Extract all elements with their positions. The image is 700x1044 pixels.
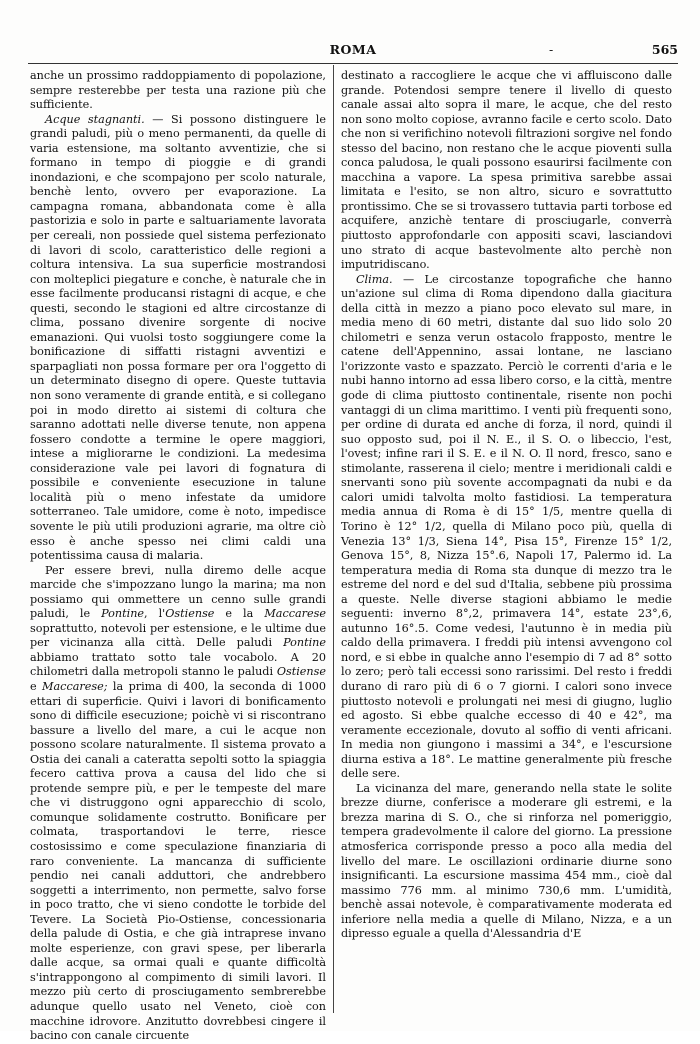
running-title: ROMA	[329, 42, 377, 57]
paragraph-paludi: Per essere brevi, nulla diremo delle acque marcide che s'impozzano lungo la marina; ma non possiamo qui ommettere un cenno sulle grandi paludi, le Pontine, l'Ostiense e la Maccarese soprattutto, notevoli per estensione, e le ultime due per vicinanza alla città. Delle paludi Pontine abbiamo trattato sotto tale vocabolo. A 20 chilometri dalla metropoli stanno le paludi Ostiense e Maccarese; la prima di 400, la seconda di 1000 ettari di superficie. Quivi i lavori di bonificamento sono di difficile esecuzione; poichè vi si riscontrano bassure a livello del mare, a cui le acque non possono scolare naturalmente. Il sistema provato a Ostia dei canali a cateratta sepolti sotto la spiaggia fecero cattiva prova a causa del lido che si protende sempre più, e per le tempeste del mare che vi distruggono ogni apparecchio di scolo, comunque solidamente costrutto. Bonificare per colmata, trasportandovi le terre, riesce costosissimo e come speculazione finanziaria di raro conveniente. La mancanza di sufficiente pendio nei canali adduttori, che andrebbero soggetti a interrimento, non permette, salvo forse in poco tratto, che vi sieno condotte le torbide del Tevere. La Società Pio-Ostiense, concessionaria della palude di Ostia, e che già intraprese invano molte esperienze, con gravi spese, per liberarla dalle acque, sa ormai quali e quante difficoltà s'intrappongono al compimento di simili lavori. Il mezzo più certo di prosciugamento sembrerebbe adunque quello usato nel Veneto, cioè con macchine idrovore. Anzitutto dovrebbesi cingere il bacino con canale circuente	[30, 563, 326, 1043]
paragraph: destinato a raccogliere le acque che vi affluiscono dalle grande. Potendosi sempre tenere il livello di questo canale assai alto sopra il mare, le acque, che del resto non sono molto copiose, avranno facile e certo scolo. Dato che non si verifichino notevoli filtrazioni sorgive nel fondo stesso del bacino, non restano che le acque pioventi sulla conca paludosa, le quali possono esaurirsi facilmente con macchina a vapore. La spesa primitiva sarebbe assai limitata e l'esito, se non altro, sicuro e sovrattutto prontissimo. Che se si trovassero tuttavia parti torbose ed acquifere, anzichè tentare di prosciugarle, converrà piuttosto approfondarle con appositi scavi, lasciandovi uno strato di acque bastevolmente alto perchè non imputridiscano.	[341, 69, 672, 272]
paragraph-clima: Clima. — Le circostanze topografiche che hanno un'azione sul clima di Roma dipendono dalla giacitura della città in mezzo a piano poco elevato sul mare, in media meno di 60 metri, distante dal suo lido solo 20 chilometri e senza verun ostacolo frapposto, mentre le catene dell'Appennino, assai lontane, ne lasciano l'orizzonte vasto e spazzato. Perciò le correnti d'aria e le nubi hanno intorno ad essa libero corso, e la città, mentre gode di clima piuttosto continentale, risente non pochi vantaggi di un clima marittimo. I venti più frequenti sono, per ordine di durata ed anche di forza, il nord, quindi il suo opposto sud, poi il N. E., il S. O. o libeccio, l'est, l'ovest; infine rari il S. E. e il N. O. Il nord, fresco, sano e stimolante, rasserena il cielo; mentre i meridionali caldi e snervanti sono più sovente accompagnati da nubi e da calori umidi talvolta molto fastidiosi. La temperatura media annua di Roma è di 15° 1/5, mentre quella di Torino è 12° 1/2, quella di Milano poco più, quella di Venezia 13° 1/3, Siena 14°, Pisa 15°, Firenze 15° 1/2, Genova 15°, 8, Nizza 15°.6, Napoli 17, Palermo id. La temperatura media di Roma sta dunque di mezzo tra le estreme del nord e del sud d'Italia, sebbene più prossima a queste. Nelle diverse stagioni abbiamo le medie seguenti: inverno 8°,2, primavera 14°, estate 23°,6, autunno 16°.5. Come vedesi, l'autunno è in media più caldo della primavera. I freddi più intensi avvengono col nord, e si ebbe in qualche anno l'esempio di 7 ad 8° sotto lo zero; però tali eccessi sono rarissimi. Del resto i freddi durano di raro più di 6 o 7 giorni. I calori sono invece piuttosto notevoli e prolungati nei mesi di giugno, luglio ed agosto. Si ebbe qualche eccesso di 40 e 42°, ma veramente eccezionale, dovuto al soffio di venti africani. In media non giungono i massimi a 34°, e l'escursione diurna estiva a 18°. Le mattine generalmente più fresche delle sere.	[341, 272, 672, 781]
page-number: 565	[651, 42, 678, 57]
header-rule	[28, 63, 678, 64]
running-header	[28, 42, 678, 60]
right-column	[341, 69, 672, 1014]
header-dash: -	[549, 42, 554, 57]
paragraph-vicinanza-mare: La vicinanza del mare, generando nella state le solite brezze diurne, conferisce a moderare gli estremi, e la brezza marina di S. O., che si rinforza nel pomeriggio, tempera gradevolmente il calore del giorno. La pressione atmosferica corrisponde presso a poco alla media del livello del mare. Le oscillazioni ordinarie diurne sono insignificanti. La escursione massima 454 mm., cioè dal massimo 776 mm. al minimo 730,6 mm. L'umidità, benchè assai notevole, è comparativamente moderata ed inferiore nella media a quelle di Milano, Nizza, e a un dipresso eguale a quella d'Alessandria d'E	[341, 781, 672, 941]
left-column	[30, 69, 327, 1043]
column-divider	[333, 65, 334, 1013]
section-heading: Acque stagnanti.	[45, 112, 145, 126]
paragraph: anche un prossimo raddoppiamento di popolazione, sempre resterebbe per testa una razione più che sufficiente.	[30, 69, 326, 112]
paragraph-acque-stagnanti: Acque stagnanti. — Si possono distinguere le grandi paludi, più o meno permanenti, da quelle di varia estensione, ma soltanto avventizie, che si formano in tempo di pioggie e di grandi inondazioni, e che scompajono per scolo naturale, benchè lento, ovvero per evaporazione. La campagna romana, abbandonata come è alla pastorizia e solo in parte e saltuariamente lavorata per cereali, non possiede quel sistema perfezionato di lavori di scolo, caratteristico delle regioni a coltura intensiva. La sua superficie mostrandosi con molteplici piegature e conche, è naturale che in esse facilmente producansi ristagni di acque, e che questi, secondo le stagioni ed altre circostanze di clima, possano divenire sorgente di nocive emanazioni. Qui vuolsi tosto soggiungere come la bonificazione di siffatti ristagni avventizi e sparpagliati non possa formare per ora l'oggetto di un determinato disegno di opere. Queste tuttavia non sono veramente di grande entità, e si collegano poi in modo diretto ai sistemi di coltura che saranno adottati nelle diverse tenute, non appena fossero condotte a termine le opere maggiori, intese a migliorarne le condizioni. La medesima considerazione vale pei lavori di fognatura di possibile e conveniente esecuzione in talune località più o meno infestate da umidore sotterraneo. Tale umidore, come è noto, impedisce sovente le più utili produzioni agrarie, ma oltre ciò esso è anche spesso nei climi caldi una potentissima causa di malaria.	[30, 112, 327, 563]
section-heading: Clima.	[356, 272, 393, 286]
